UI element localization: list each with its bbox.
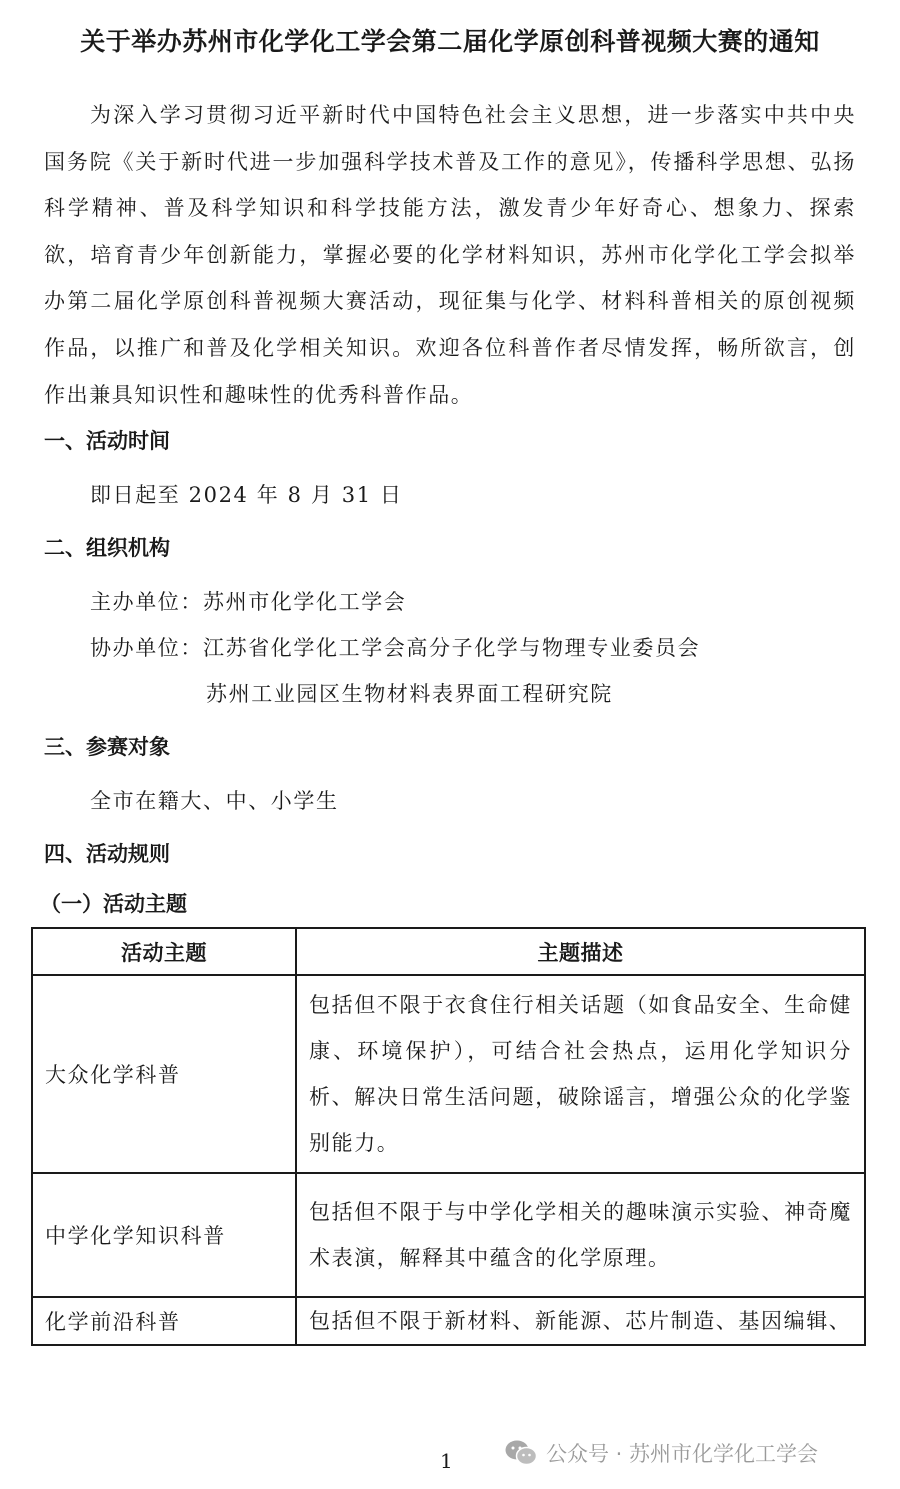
desc-cell: 包括但不限于衣食住行相关话题（如食品安全、生命健康、环境保护），可结合社会热点，运用化学知识分析、解决日常生活问题，破除谣言，增强公众的化学鉴别能力。 <box>296 975 865 1173</box>
section-heading-target: 三、参赛对象 <box>44 735 170 759</box>
document-title: 关于举办苏州市化学化工学会第二届化学原创科普视频大赛的通知 <box>80 27 820 56</box>
table-row <box>32 1297 865 1345</box>
section-heading-time: 一、活动时间 <box>44 429 170 453</box>
theme-cell: 化学前沿科普 <box>32 1297 296 1345</box>
host-value: 苏州市化学化工学会 <box>203 590 407 614</box>
watermark <box>504 1435 818 1471</box>
desc-cell: 包括但不限于与中学化学相关的趣味演示实验、神奇魔术表演，解释其中蕴含的化学原理。 <box>296 1173 865 1297</box>
table-row <box>32 1173 865 1297</box>
page-number: 1 <box>440 1449 453 1473</box>
host-label: 主办单位： <box>90 590 203 614</box>
intro-paragraph: 为深入学习贯彻习近平新时代中国特色社会主义思想，进一步落实中共中央国务院《关于新时代进一步加强科学技术普及工作的意见》，传播科学思想、弘扬科学精神、普及科学知识和科学技能方法，激发青少年好奇心、想象力、探索欲，培育青少年创新能力，掌握必要的化学材料知识，苏州市化学化工学会拟举办第二届化学原创科普视频大赛活动，现征集与化学、材料科普相关的原创视频作品，以推广和普及化学相关知识。欢迎各位科普作者尽情发挥，畅所欲言，创作出兼具知识性和趣味性的优秀科普作品。 <box>44 103 856 407</box>
co-value-2: 苏州工业园区生物材料表界面工程研究院 <box>206 682 613 706</box>
time-text: 即日起至 2024 年 8 月 31 日 <box>90 483 403 507</box>
theme-table <box>31 927 866 1346</box>
table-header-row <box>32 928 865 975</box>
theme-cell: 大众化学科普 <box>32 975 296 1173</box>
table-header: 活动主题 <box>32 928 296 975</box>
co-value-1: 江苏省化学化工学会高分子化学与物理专业委员会 <box>203 636 701 660</box>
co-label: 协办单位： <box>90 636 203 660</box>
theme-cell: 中学化学知识科普 <box>32 1173 296 1297</box>
table-row <box>32 975 865 1173</box>
co-line <box>90 632 700 662</box>
watermark-text: 公众号 · 苏州市化学化工学会 <box>546 1442 819 1466</box>
table-header: 主题描述 <box>296 928 865 975</box>
wechat-icon <box>504 1439 538 1467</box>
section-heading-rules: 四、活动规则 <box>44 842 170 866</box>
subsection-heading-theme: （一）活动主题 <box>40 892 187 916</box>
desc-cell: 包括但不限于新材料、新能源、芯片制造、基因编辑、 <box>296 1297 865 1345</box>
section-heading-org: 二、组织机构 <box>44 536 170 560</box>
host-line <box>90 586 406 616</box>
target-text: 全市在籍大、中、小学生 <box>90 789 339 813</box>
